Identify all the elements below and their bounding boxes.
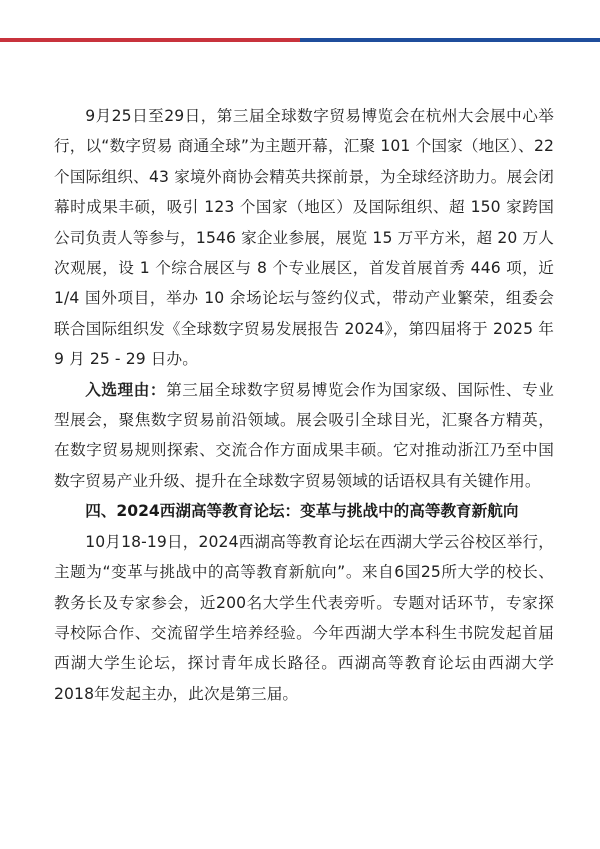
section-heading-forum: 四、2024西湖高等教育论坛：变革与挑战中的高等教育新航向	[85, 502, 519, 521]
selection-reason-text: 第三届全球数字贸易博览会作为国家级、国际性、专业型展会，聚焦数字贸易前沿领域。展会吸引全球目光，汇聚各方精英，在数字贸易规则探索、交流合作方面成果丰硕。它对推动浙江乃至中国数字贸易产业升级、提升在全球数字贸易领域的话语权具有关键作用。	[54, 380, 554, 490]
header-bar-blue-segment	[300, 38, 600, 42]
header-bar-red-segment	[0, 38, 300, 42]
selection-reason-label: 入选理由：	[85, 380, 167, 399]
header-color-bar	[0, 38, 600, 42]
expo-summary-paragraph: 9月25日至29日，第三届全球数字贸易博览会在杭州大会展中心举行，以“数字贸易 商通全球”为主题开幕，汇聚 101 个国家（地区）、22 个国际组织、43 家境外商协会精英共探前景，为全球经济助力。展会闭幕时成果丰硕，吸引 123 个国家（地区）及国际组织、超 150 家跨国公司负责人等参与，1546 家企业参展，展览 15 万平方米，超 20 万人次观展，设 1 个综合展区与 8 个专业展区，首发首展首秀 446 项，近 1/4 国外项目，举办 10 余场论坛与签约仪式，带动产业繁荣，组委会联合国际组织发《全球数字贸易发展报告 2024》，第四届将于 2025 年 9 月 25 - 29 日办。	[54, 107, 554, 369]
selection-reason-paragraph	[54, 375, 554, 497]
document-body	[54, 101, 554, 709]
forum-summary-paragraph: 10月18-19日，2024西湖高等教育论坛在西湖大学云谷校区举行，主题为“变革与挑战中的高等教育新航向”。来自6国25所大学的校长、教务长及专家参会，近200名大学生代表旁听。专题对话环节，专家探寻校际合作、交流留学生培养经验。今年西湖大学本科生书院发起首届西湖大学生论坛，探讨青年成长路径。西湖高等教育论坛由西湖大学2018年发起主办，此次是第三届。	[54, 532, 554, 703]
